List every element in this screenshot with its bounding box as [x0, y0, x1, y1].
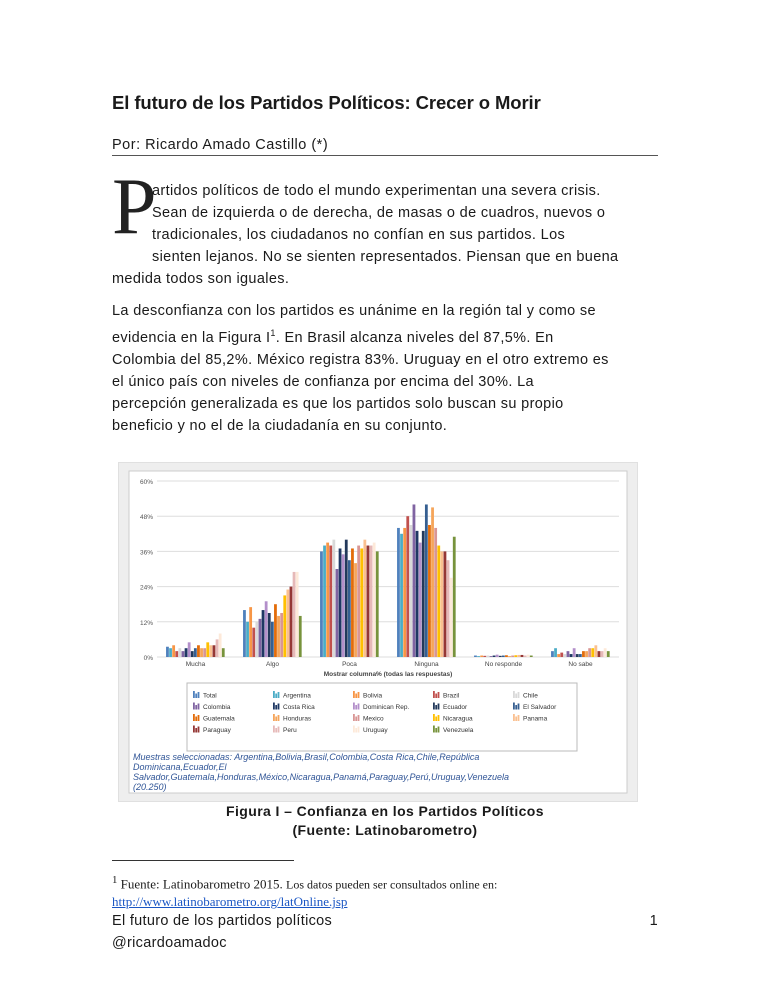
- intro-line: artidos políticos de todo el mundo experimentan una severa crisis.: [152, 183, 601, 199]
- bar: [502, 656, 505, 657]
- bar: [345, 540, 348, 657]
- sample-note-line: Dominicana,Ecuador,El: [133, 762, 227, 772]
- bar: [521, 655, 524, 657]
- bar: [440, 551, 443, 657]
- footnote-divider: [112, 860, 294, 861]
- bar: [499, 656, 502, 657]
- footnote-source: Fuente: Latinobarometro 2015.: [120, 876, 283, 892]
- bar: [339, 548, 342, 657]
- legend-swatch: [193, 703, 195, 710]
- bar: [360, 548, 363, 657]
- bar: [601, 651, 604, 657]
- drop-cap: P: [112, 163, 157, 251]
- figure-chart: [118, 462, 638, 802]
- intro-line: tradicionales, los ciudadanos no confían en sus partidos. Los: [152, 227, 566, 243]
- legend-swatch: [435, 717, 437, 722]
- title-divider: [112, 155, 658, 156]
- legend-swatch: [435, 694, 437, 699]
- bar: [604, 648, 607, 657]
- legend-swatch: [358, 704, 360, 710]
- bar: [342, 554, 345, 657]
- legend-swatch: [355, 728, 357, 733]
- y-tick-label: 48%: [139, 514, 153, 522]
- x-tick-label: Poca: [342, 661, 357, 668]
- figure-caption: [112, 802, 658, 840]
- bar: [354, 563, 357, 657]
- legend-swatch: [438, 715, 440, 721]
- bar: [480, 656, 483, 657]
- bar: [280, 613, 283, 657]
- bar: [416, 531, 419, 657]
- body-line: el único país con niveles de confianza por encima del 30%. La: [112, 373, 534, 390]
- page-footer: [112, 910, 658, 954]
- legend-swatch: [195, 705, 197, 710]
- bar: [437, 546, 440, 657]
- bar: [370, 546, 373, 657]
- bar: [447, 560, 450, 657]
- bar: [413, 504, 416, 657]
- bar: [243, 610, 246, 657]
- legend-label: Venezuela: [443, 727, 474, 734]
- x-tick-label: No responde: [484, 661, 523, 668]
- bar: [431, 507, 434, 657]
- bar: [265, 601, 268, 657]
- intro-line: medida todos son iguales.: [112, 271, 290, 287]
- footnote-note: Los datos pueden ser consultados online en:: [286, 877, 498, 892]
- bar: [517, 655, 520, 657]
- legend-swatch: [353, 703, 355, 710]
- bar: [591, 648, 594, 657]
- legend-swatch: [353, 691, 355, 698]
- legend-swatch: [438, 727, 440, 733]
- bar: [508, 656, 511, 657]
- bar: [259, 619, 262, 657]
- bar: [252, 628, 255, 657]
- bar: [567, 651, 570, 657]
- bar: [172, 645, 175, 657]
- legend-swatch: [278, 715, 280, 721]
- bar: [213, 645, 216, 657]
- bar: [255, 622, 258, 657]
- bar: [579, 654, 582, 657]
- x-tick-label: No sabe: [568, 661, 593, 668]
- legend-swatch: [273, 703, 275, 710]
- legend-label: Uruguay: [363, 727, 388, 734]
- legend-swatch: [433, 726, 435, 733]
- legend-swatch: [515, 705, 517, 710]
- y-tick-label: 36%: [139, 549, 153, 557]
- bar: [400, 534, 403, 657]
- legend-swatch: [438, 692, 440, 698]
- bar: [560, 653, 563, 657]
- legend-swatch: [275, 717, 277, 722]
- legend-swatch: [435, 705, 437, 710]
- bar: [351, 548, 354, 657]
- bar: [348, 560, 351, 657]
- bar: [453, 537, 456, 657]
- bar: [419, 543, 422, 657]
- bar: [588, 648, 591, 657]
- legend-swatch: [513, 714, 515, 721]
- bar: [200, 648, 203, 657]
- bar: [268, 613, 271, 657]
- bar: [557, 654, 560, 657]
- bar: [178, 648, 181, 657]
- footer-title: El futuro de los partidos políticos: [112, 913, 333, 929]
- bar: [197, 645, 200, 657]
- legend-label: Peru: [283, 727, 297, 734]
- bar: [524, 656, 527, 657]
- bar: [262, 610, 265, 657]
- legend-swatch: [438, 704, 440, 710]
- body-line: percepción generalizada es que los partidos solo buscan su propio: [112, 395, 564, 412]
- bar: [422, 531, 425, 657]
- legend-swatch: [195, 717, 197, 722]
- bar: [249, 607, 252, 657]
- bar: [299, 616, 302, 657]
- sample-note-line: (20.250): [133, 782, 167, 792]
- legend-swatch: [195, 694, 197, 699]
- legend-swatch: [433, 691, 435, 698]
- legend-swatch: [193, 726, 195, 733]
- x-axis-label: Mostrar columna% (todas las respuestas): [323, 671, 453, 678]
- body-text: evidencia en la Figura I: [112, 329, 271, 346]
- bar-chart: [119, 463, 637, 801]
- bar: [598, 651, 601, 657]
- legend-swatch: [193, 691, 195, 698]
- legend-swatch: [358, 715, 360, 721]
- x-tick-label: Algo: [265, 661, 280, 668]
- bar: [222, 648, 225, 657]
- legend-label: Brazil: [443, 692, 460, 700]
- bar: [175, 651, 178, 657]
- bar: [286, 590, 289, 657]
- bar: [409, 525, 412, 657]
- bar: [582, 651, 585, 657]
- legend-swatch: [278, 692, 280, 698]
- legend-swatch: [515, 717, 517, 722]
- bar: [514, 655, 517, 657]
- bar: [373, 543, 376, 657]
- y-tick-label: 12%: [139, 619, 153, 627]
- footnote-link[interactable]: http://www.latinobarometro.org/latOnline.jsp: [112, 894, 348, 910]
- bar: [428, 525, 431, 657]
- legend-label: Argentina: [283, 692, 311, 700]
- legend-swatch: [278, 727, 280, 733]
- bar: [367, 546, 370, 657]
- footnote-ref[interactable]: 1: [270, 328, 276, 338]
- body-text: . En Brasil alcanza niveles del 87,5%. En: [275, 329, 554, 346]
- caption-source: (Fuente: Latinobarometro): [292, 822, 478, 838]
- y-tick-label: 60%: [139, 479, 153, 486]
- sample-note-line: Muestras seleccionadas: Argentina,Bolivia,Brasil,Colombia,Costa Rica,Chile,República: [133, 752, 480, 762]
- bar: [496, 655, 499, 657]
- bar: [188, 642, 191, 657]
- bar: [329, 546, 332, 657]
- bar: [203, 648, 206, 657]
- legend-swatch: [355, 705, 357, 710]
- caption-title: Figura I – Confianza en los Partidos Políticos: [226, 803, 544, 819]
- bar: [551, 651, 554, 657]
- sample-note-line: Salvador,Guatemala,Honduras,México,Nicaragua,Panamá,Paraguay,Perú,Uruguay,Venezuela: [133, 772, 510, 782]
- legend-label: Guatemala: [203, 715, 235, 723]
- bar: [296, 572, 299, 657]
- legend-swatch: [355, 694, 357, 699]
- bar: [182, 651, 185, 657]
- legend-label: Mexico: [363, 715, 384, 723]
- legend-swatch: [275, 694, 277, 699]
- body-line: [112, 322, 654, 349]
- legend-swatch: [358, 727, 360, 733]
- legend-label: Chile: [523, 692, 538, 700]
- legend-label: Nicaragua: [443, 715, 473, 723]
- legend-swatch: [513, 703, 515, 710]
- legend-swatch: [198, 692, 200, 698]
- bar: [607, 651, 610, 657]
- bar: [206, 642, 209, 657]
- legend-label: Colombia: [203, 704, 231, 711]
- x-tick-label: Mucha: [185, 661, 206, 668]
- legend-swatch: [193, 714, 195, 721]
- legend-label: Dominican Rep.: [363, 704, 410, 711]
- legend-swatch: [515, 694, 517, 699]
- bar: [219, 634, 222, 657]
- footer-handle: @ricardoamadoc: [112, 935, 227, 951]
- legend-swatch: [198, 727, 200, 733]
- legend-label: Bolivia: [363, 692, 383, 700]
- legend-label: Paraguay: [203, 727, 231, 734]
- bar: [444, 551, 447, 657]
- intro-paragraph: [112, 180, 654, 290]
- bar: [576, 654, 579, 657]
- legend-swatch: [355, 717, 357, 722]
- legend-swatch: [198, 704, 200, 710]
- legend-swatch: [273, 726, 275, 733]
- legend-swatch: [275, 728, 277, 733]
- bar: [169, 648, 172, 657]
- bar: [246, 622, 249, 657]
- bar: [274, 604, 277, 657]
- bar: [326, 543, 329, 657]
- legend-swatch: [275, 705, 277, 710]
- document-title: El futuro de los Partidos Políticos: Crecer o Morir: [112, 92, 541, 113]
- x-tick-label: Ninguna: [414, 661, 439, 668]
- intro-line: sienten lejanos. No se sienten representados. Piensan que en buena: [152, 249, 619, 265]
- bar: [486, 656, 489, 657]
- bar: [434, 528, 437, 657]
- byline: Por: Ricardo Amado Castillo (*): [112, 137, 329, 153]
- legend-label: Honduras: [283, 715, 312, 723]
- bar: [397, 528, 400, 657]
- legend-label: El Salvador: [523, 704, 557, 711]
- body-line: La desconfianza con los partidos es unánime en la región tal y como se: [112, 303, 596, 319]
- bar: [474, 656, 477, 657]
- legend-swatch: [513, 691, 515, 698]
- bar: [290, 587, 293, 657]
- bar: [570, 654, 573, 657]
- bar: [185, 648, 188, 657]
- bar: [323, 546, 326, 657]
- bar: [277, 616, 280, 657]
- page-number: 1: [649, 913, 658, 929]
- legend-label: Panama: [523, 715, 548, 723]
- bar: [490, 656, 493, 657]
- body-paragraph: [112, 300, 654, 437]
- bar: [527, 655, 530, 657]
- body-line: Colombia del 85,2%. México registra 83%. Uruguay en el otro extremo es: [112, 351, 609, 368]
- bar: [166, 647, 169, 657]
- bar: [450, 578, 453, 657]
- bar: [483, 656, 486, 657]
- legend-swatch: [358, 692, 360, 698]
- body-line: beneficio y no el de la ciudadanía en su conjunto.: [112, 417, 448, 434]
- bar: [585, 651, 588, 657]
- intro-line: Sean de izquierda o de derecha, de masas o de cuadros, nuevos o: [152, 205, 606, 221]
- bar: [191, 651, 194, 657]
- bar: [511, 656, 514, 657]
- bar: [563, 654, 566, 657]
- bar: [336, 569, 339, 657]
- legend-swatch: [518, 692, 520, 698]
- legend-swatch: [195, 728, 197, 733]
- legend-label: Costa Rica: [283, 704, 315, 711]
- y-tick-label: 0%: [143, 655, 153, 662]
- bar: [403, 528, 406, 657]
- legend-label: Ecuador: [443, 704, 468, 711]
- legend-swatch: [278, 704, 280, 710]
- bar: [209, 645, 212, 657]
- bar: [493, 656, 496, 657]
- legend-swatch: [433, 714, 435, 721]
- bar: [363, 540, 366, 657]
- bar: [594, 645, 597, 657]
- bar: [293, 572, 296, 657]
- legend-label: Total: [203, 692, 217, 700]
- legend-swatch: [273, 714, 275, 721]
- bar: [477, 656, 480, 657]
- legend-swatch: [198, 715, 200, 721]
- legend-swatch: [433, 703, 435, 710]
- bar: [530, 656, 533, 657]
- bar: [216, 639, 219, 657]
- bar: [320, 551, 323, 657]
- legend-swatch: [518, 704, 520, 710]
- bar: [271, 622, 274, 657]
- bar: [425, 504, 428, 657]
- footnote-number: 1: [112, 874, 118, 886]
- bar: [357, 546, 360, 657]
- bar: [283, 595, 286, 657]
- legend-swatch: [353, 714, 355, 721]
- footnote: [112, 871, 672, 911]
- legend-swatch: [353, 726, 355, 733]
- bar: [573, 648, 576, 657]
- legend-swatch: [518, 715, 520, 721]
- bar: [194, 648, 197, 657]
- bar: [376, 551, 379, 657]
- y-tick-label: 24%: [139, 584, 153, 592]
- bar: [554, 648, 557, 657]
- bar: [406, 516, 409, 657]
- legend-swatch: [435, 728, 437, 733]
- legend-swatch: [273, 691, 275, 698]
- bar: [332, 540, 335, 657]
- bar: [505, 655, 508, 657]
